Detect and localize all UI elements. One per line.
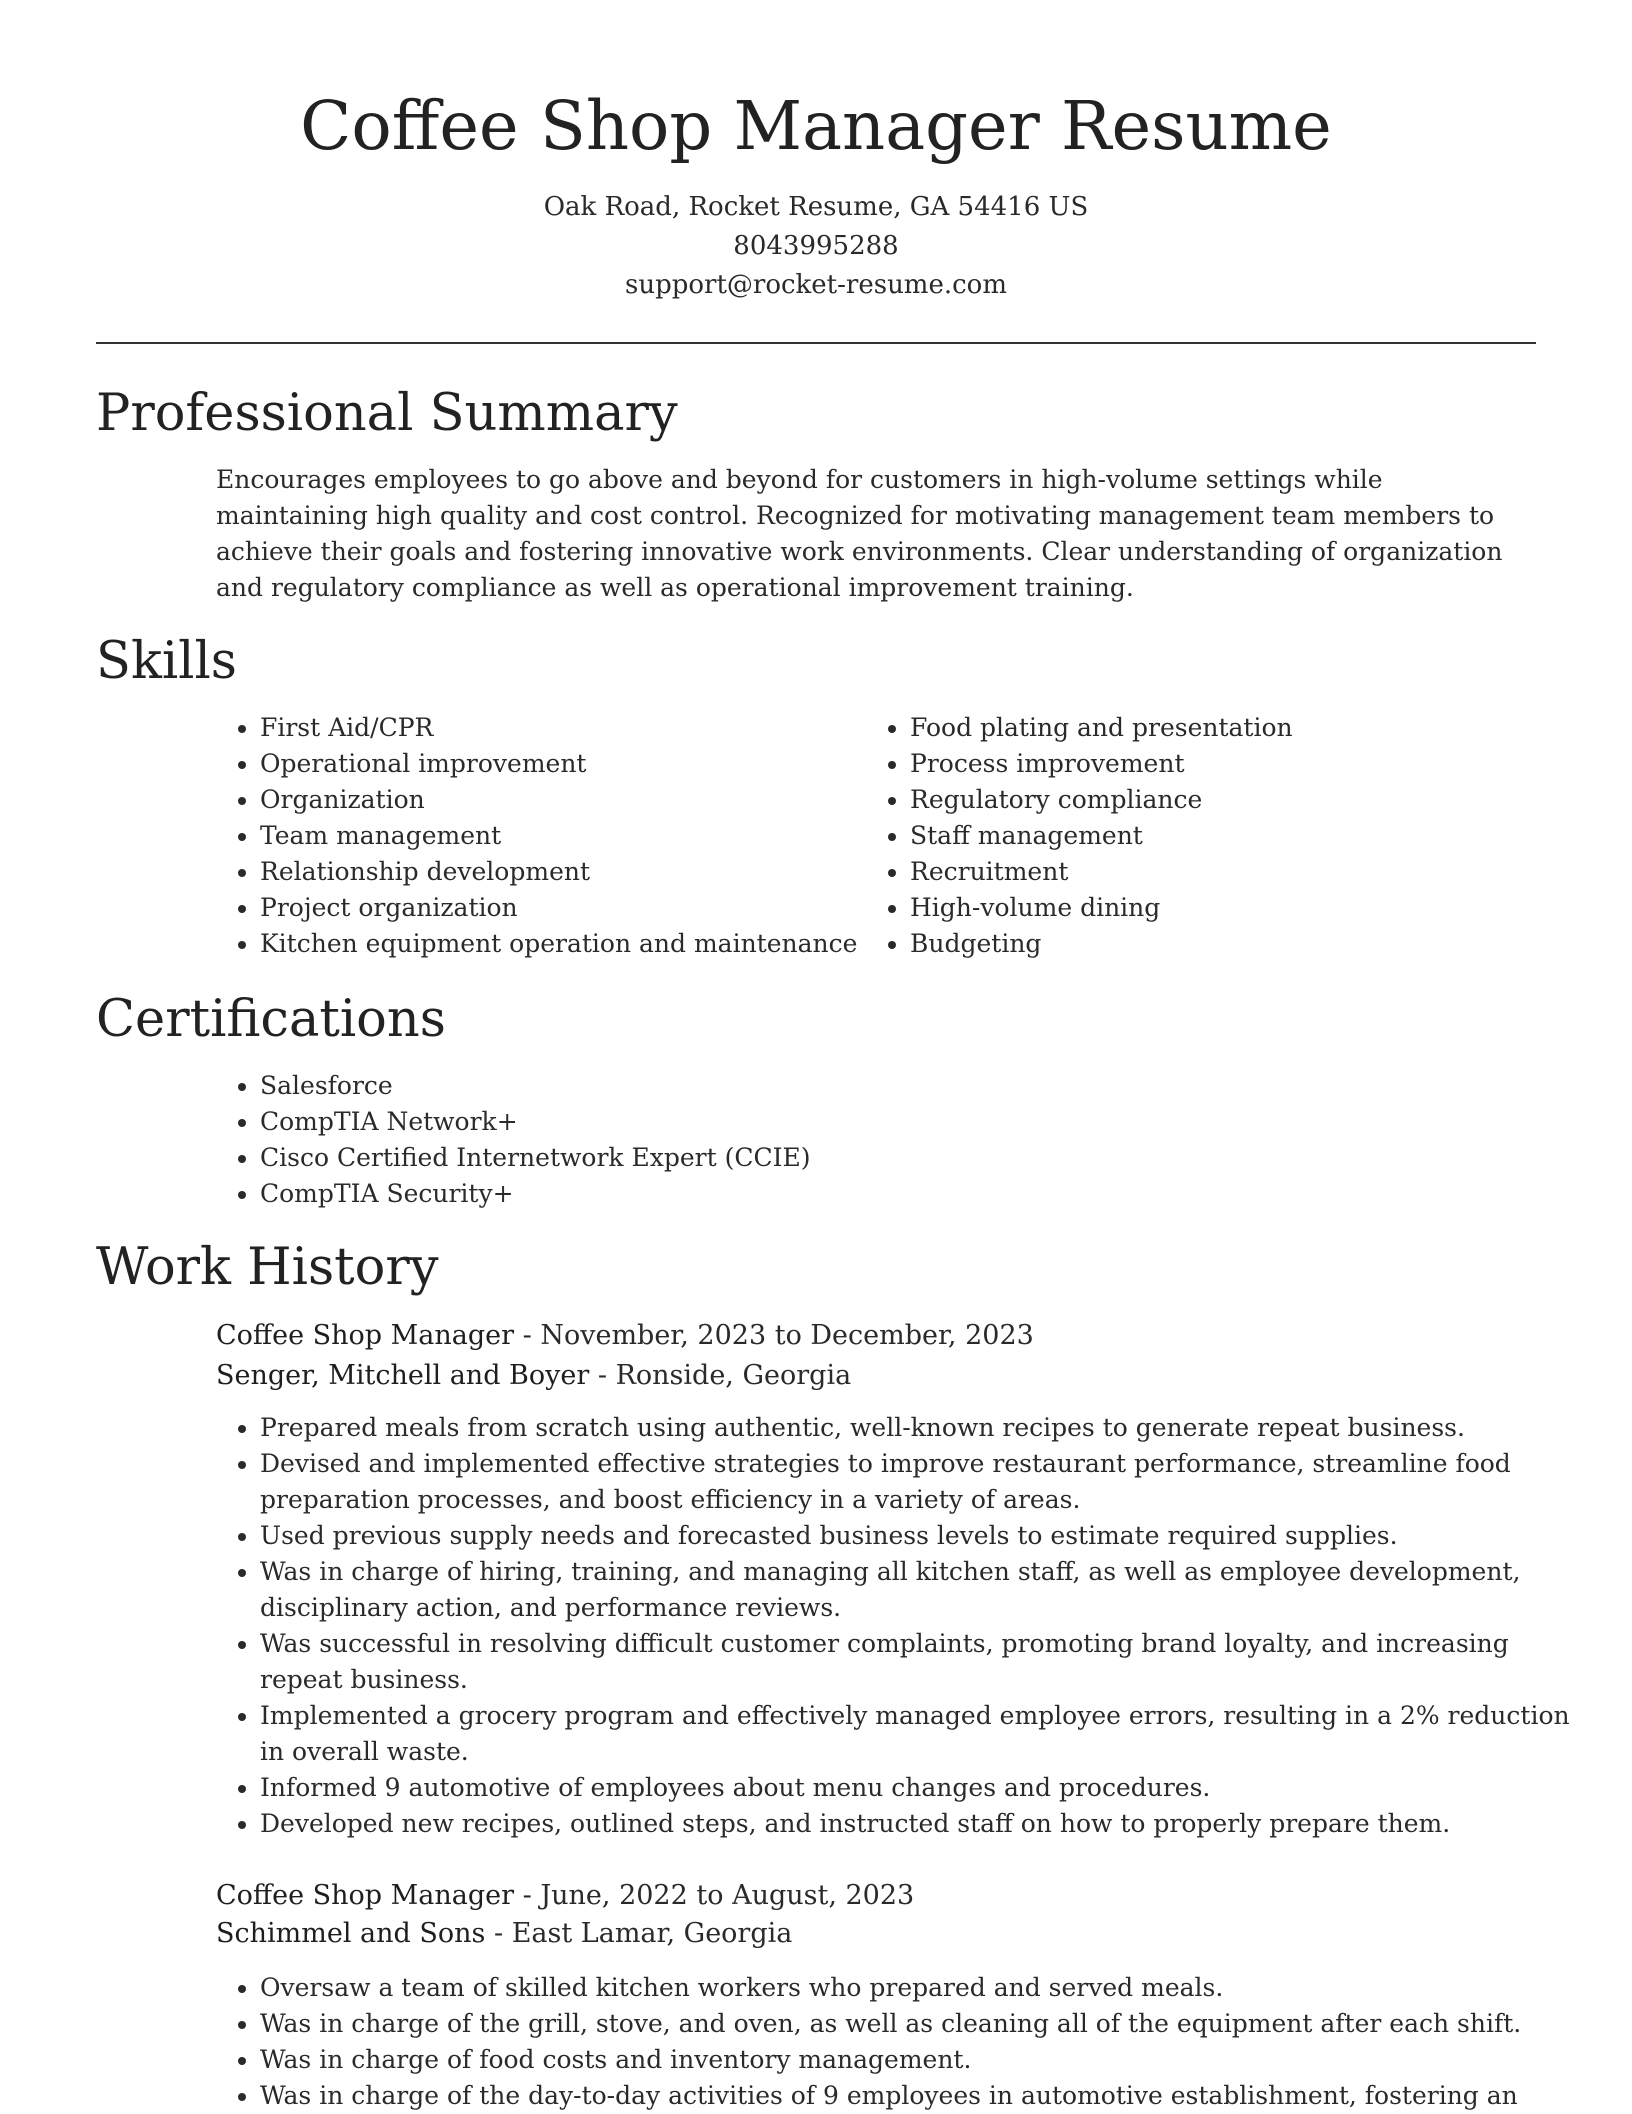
job-title: Coffee Shop Manager [216, 1880, 515, 1911]
list-item: • Developed new recipes, outlined steps, and instructed staff on how to properly prepare them. [260, 1806, 1580, 1842]
contact-phone: 8043995288 [733, 231, 899, 261]
list-item: • High-volume dining [910, 890, 1570, 926]
list-item: • Operational improvement [260, 746, 880, 782]
resume-title: Coffee Shop Manager Resume [300, 87, 1332, 165]
skills-list-right [866, 710, 1570, 962]
job-location: - Ronside, Georgia [589, 1360, 852, 1391]
list-item: • Process improvement [910, 746, 1570, 782]
contact-email: support@rocket-resume.com [624, 270, 1007, 300]
job-company-line [216, 1356, 851, 1396]
list-item: • Regulatory compliance [910, 782, 1570, 818]
list-item: • Oversaw a team of skilled kitchen workers who prepared and served meals. [260, 1970, 1580, 2006]
job-dates: - June, 2022 to August, 2023 [514, 1880, 915, 1911]
list-item: • Was successful in resolving difficult customer complaints, promoting brand loyalty, and increasing repeat business. [260, 1626, 1580, 1698]
list-item: • First Aid/CPR [260, 710, 880, 746]
summary-text: Encourages employees to go above and beyond for customers in high-volume settings while maintaining high quality and cost control. Recognized for motivating management team members to achieve their goals and fostering innovative work environments. Clear understanding of organization and regulatory compliance as well as operational improvement training. [216, 465, 1503, 602]
section-title-skills: Skills [96, 632, 237, 691]
job-title-line [216, 1876, 914, 1916]
list-item: • Was in charge of the day-to-day activities of 9 employees in automotive establishment, fostering an [260, 2078, 1580, 2114]
list-item: • Was in charge of food costs and inventory management. [260, 2042, 1580, 2078]
list-item: • Implemented a grocery program and effectively managed employee errors, resulting in a 2% reduction in overall waste. [260, 1698, 1580, 1770]
list-item: • Salesforce [260, 1068, 1560, 1104]
certifications-list [216, 1068, 1560, 1212]
list-item: • CompTIA Security+ [260, 1176, 1560, 1212]
job-company-line [216, 1914, 792, 1954]
list-item: • Used previous supply needs and forecasted business levels to estimate required supplies. [260, 1518, 1580, 1554]
section-title-certifications: Certifications [96, 990, 446, 1049]
list-item: • Was in charge of the grill, stove, and oven, as well as cleaning all of the equipment after each shift. [260, 2006, 1580, 2042]
list-item: • Cisco Certified Internetwork Expert (CCIE) [260, 1140, 1560, 1176]
list-item: • Team management [260, 818, 880, 854]
list-item: • CompTIA Network+ [260, 1104, 1560, 1140]
list-item: • Budgeting [910, 926, 1570, 962]
section-title-work-history: Work History [96, 1238, 439, 1297]
list-item: • Recruitment [910, 854, 1570, 890]
job-bullets [216, 1410, 1580, 1842]
header-divider [96, 342, 1536, 344]
skills-list-left [216, 710, 880, 962]
list-item: • Relationship development [260, 854, 880, 890]
list-item: • Informed 9 automotive of employees about menu changes and procedures. [260, 1770, 1580, 1806]
list-item: • Food plating and presentation [910, 710, 1570, 746]
job-company: Schimmel and Sons [216, 1918, 486, 1949]
list-item: • Staff management [910, 818, 1570, 854]
section-title-summary: Professional Summary [96, 384, 678, 443]
contact-address: Oak Road, Rocket Resume, GA 54416 US [543, 192, 1089, 222]
job-title-line [216, 1316, 1034, 1356]
list-item: • Project organization [260, 890, 880, 926]
contact-block [0, 188, 1632, 305]
list-item: • Was in charge of hiring, training, and managing all kitchen staff, as well as employee development, disciplinary action, and performance reviews. [260, 1554, 1580, 1626]
job-company: Senger, Mitchell and Boyer [216, 1360, 590, 1391]
job-dates: - November, 2023 to December, 2023 [514, 1320, 1034, 1351]
resume-header [0, 82, 1632, 305]
list-item: • Devised and implemented effective strategies to improve restaurant performance, streamline food preparation processes, and boost efficiency in a variety of areas. [260, 1446, 1580, 1518]
job-title: Coffee Shop Manager [216, 1320, 515, 1351]
list-item: • Organization [260, 782, 880, 818]
job-location: - East Lamar, Georgia [485, 1918, 793, 1949]
job-bullets [216, 1970, 1580, 2114]
list-item: • Prepared meals from scratch using authentic, well-known recipes to generate repeat business. [260, 1410, 1580, 1446]
list-item: • Kitchen equipment operation and maintenance [260, 926, 880, 962]
